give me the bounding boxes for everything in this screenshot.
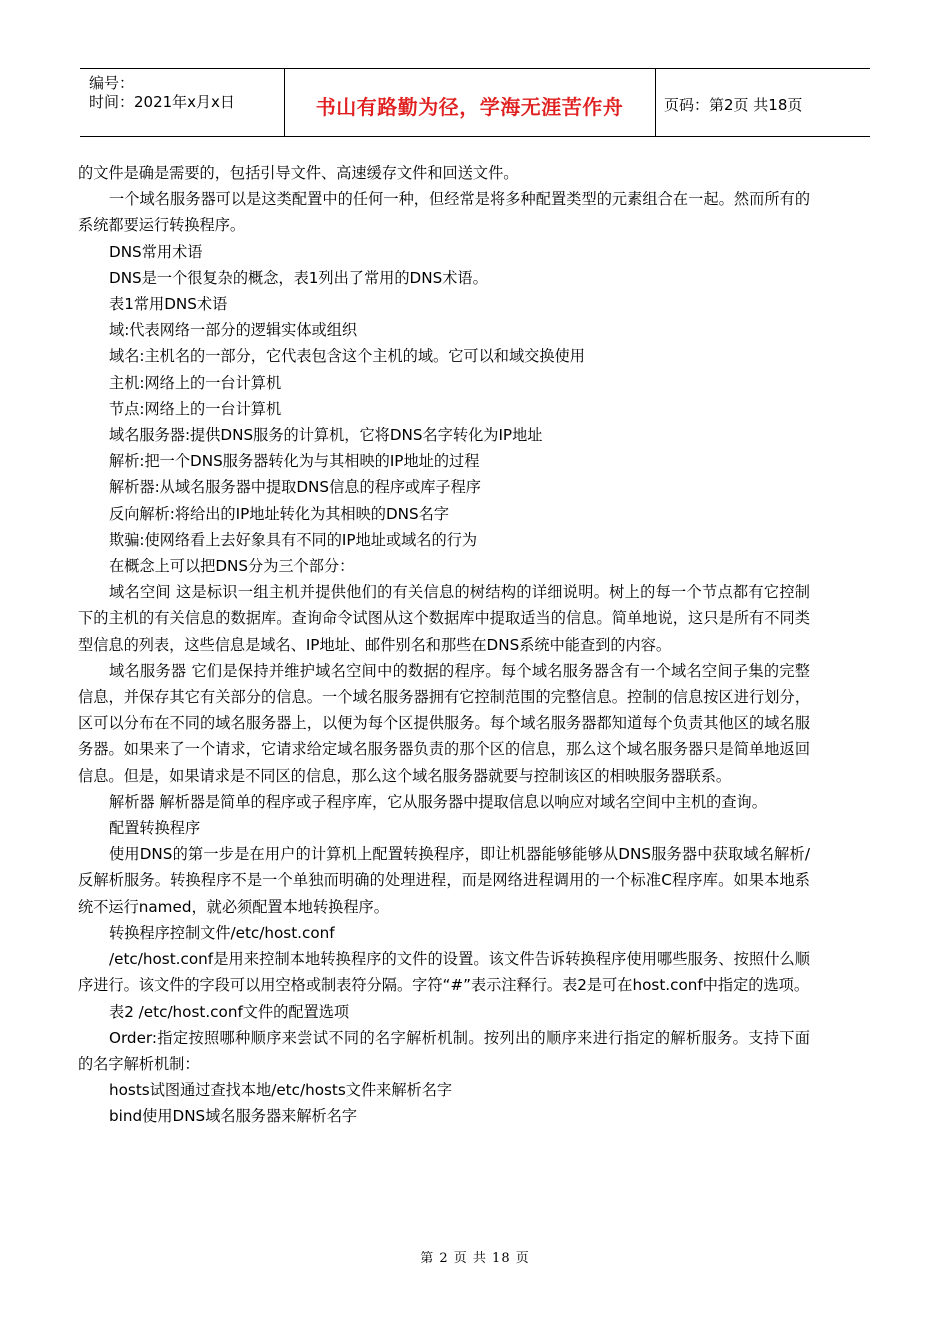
body-paragraph: 解析器:从域名服务器中提取DNS信息的程序或库子程序	[109, 478, 481, 497]
body-paragraph: 的文件是确是需要的，包括引导文件、高速缓存文件和回送文件。	[78, 164, 519, 182]
page-footer: 第 2 页 共 18 页	[420, 1251, 530, 1266]
body-paragraph: 主机:网络上的一台计算机	[109, 373, 282, 392]
body-paragraph: 表1常用DNS术语	[109, 295, 228, 314]
body-paragraph: 在概念上可以把DNS分为三个部分：	[109, 557, 355, 576]
body-paragraph: 域名:主机名的一部分，它代表包含这个主机的域。它可以和域交换使用	[109, 347, 585, 366]
header-motto: 书山有路勤为径，学海无涯苦作舟	[315, 95, 624, 119]
body-paragraph: 域名空间 这是标识一组主机并提供他们的有关信息的树结构的详细说明。树上的每一个节点都有它控制下的主机的有关信息的数据库。查询命令试图从这个数据库中提取适当的信息。简单地说，这只是所有不同类型信息的列表，这些信息是域名、IP地址、邮件别名和那些在DNS系统中能查到的内容。	[78, 583, 810, 654]
document-number-label: 编号：	[89, 74, 135, 92]
body-paragraph: 反向解析:将给出的IP地址转化为其相映的DNS名字	[109, 504, 450, 523]
body-paragraph: hosts试图通过查找本地/etc/hosts文件来解析名字	[109, 1081, 453, 1100]
body-paragraph: 节点:网络上的一台计算机	[109, 399, 282, 418]
header-motto-cell	[284, 69, 656, 136]
body-paragraph: 解析:把一个DNS服务器转化为与其相映的IP地址的过程	[109, 452, 480, 471]
body-paragraph: 欺骗:使网络看上去好象具有不同的IP地址或域名的行为	[109, 530, 478, 549]
header-page-label: 页码：第2页 共18页	[664, 96, 803, 114]
page-header	[80, 68, 870, 137]
body-paragraph: 域名服务器:提供DNS服务的计算机，它将DNS名字转化为IP地址	[109, 426, 543, 445]
body-paragraph: DNS是一个很复杂的概念，表1列出了常用的DNS术语。	[109, 268, 488, 287]
body-paragraph: 配置转换程序	[109, 819, 201, 838]
body-paragraph: 转换程序控制文件/etc/host.conf	[109, 923, 335, 942]
body-paragraph: 域名服务器 它们是保持并维护域名空间中的数据的程序。每个域名服务器含有一个域名空间子集的完整信息，并保存其它有关部分的信息。一个域名服务器拥有它控制范围的完整信息。控制的信息按区进行划分，区可以分布在不同的域名服务器上，以便为每个区提供服务。每个域名服务器都知道每个负责其他区的域名服务器。如果来了一个请求，它请求给定域名服务器负责的那个区的信息，那么这个域名服务器只是简单地返回信息。但是，如果请求是不同区的信息，那么这个域名服务器就要与控制该区的相映服务器联系。	[78, 661, 810, 785]
document-time-label: 时间：2021年x月x日	[89, 93, 235, 111]
body-paragraph: DNS常用术语	[109, 242, 203, 261]
body-paragraph: 域:代表网络一部分的逻辑实体或组织	[109, 321, 358, 340]
body-paragraph: bind使用DNS域名服务器来解析名字	[109, 1107, 358, 1126]
body-paragraph: 一个域名服务器可以是这类配置中的任何一种，但经常是将多种配置类型的元素组合在一起。然而所有的系统都要运行转换程序。	[78, 190, 810, 235]
header-left-cell	[80, 69, 285, 136]
body-paragraph: /etc/host.conf是用来控制本地转换程序的文件的设置。该文件告诉转换程序使用哪些服务、按照什么顺序进行。该文件的字段可以用空格或制表符分隔。字符“#”表示注释行。表2是可在host.conf中指定的选项。	[78, 950, 810, 995]
document-body	[78, 160, 810, 1130]
body-paragraph: 解析器 解析器是简单的程序或子程序库，它从服务器中提取信息以响应对域名空间中主机的查询。	[109, 792, 767, 811]
body-paragraph: 表2 /etc/host.conf文件的配置选项	[109, 1002, 350, 1021]
body-paragraph: Order:指定按照哪种顺序来尝试不同的名字解析机制。按列出的顺序来进行指定的解析服务。支持下面的名字解析机制：	[78, 1028, 810, 1073]
body-paragraph: 使用DNS的第一步是在用户的计算机上配置转换程序，即让机器能够能够从DNS服务器中获取域名解析/反解析服务。转换程序不是一个单独而明确的处理进程，而是网络进程调用的一个标准C程序库。如果本地系统不运行named，就必须配置本地转换程序。	[78, 845, 810, 916]
header-page-cell	[656, 69, 870, 136]
